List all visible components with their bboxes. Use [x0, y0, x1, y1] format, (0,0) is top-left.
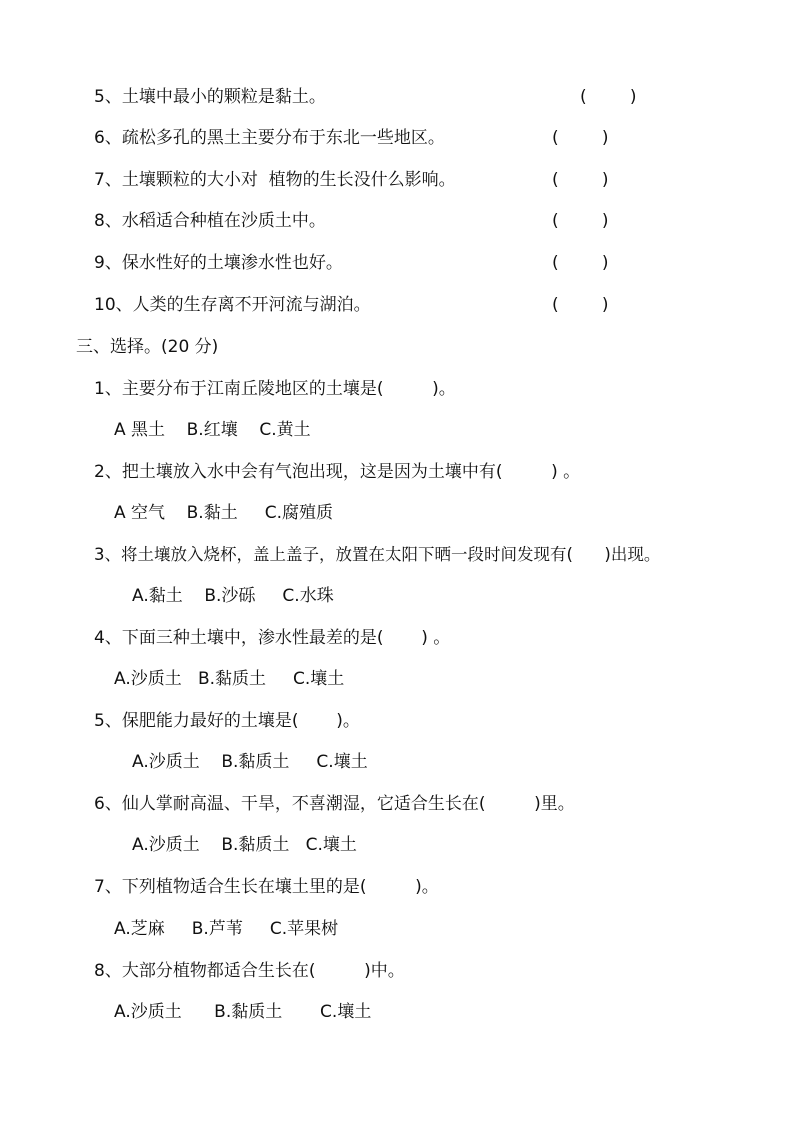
choice-question-1: 1、主要分布于江南丘陵地区的土壤是( )。: [94, 379, 456, 399]
judge-item-8: 8、水稻适合种植在沙质土中。: [94, 211, 326, 231]
judge-item-6: 6、疏松多孔的黑土主要分布于东北一些地区。: [94, 128, 445, 148]
choice-question-5: 5、保肥能力最好的土壤是( )。: [94, 711, 360, 731]
judge-item-7: 7、土壤颗粒的大小对 植物的生长没什么影响。: [94, 170, 456, 190]
judge-item-5: 5、土壤中最小的颗粒是黏土。: [94, 87, 326, 107]
choice-options-7: A.芝麻 B.芦苇 C.苹果树: [114, 919, 339, 939]
choice-options-6: A.沙质土 B.黏质土 C.壤土: [132, 835, 357, 855]
judge-item-9: 9、保水性好的土壤渗水性也好。: [94, 253, 343, 273]
choice-question-8: 8、大部分植物都适合生长在( )中。: [94, 961, 405, 981]
answer-blank-9[interactable]: ( ): [552, 253, 609, 273]
answer-blank-5[interactable]: ( ): [580, 87, 637, 107]
choice-question-6: 6、仙人掌耐高温、干旱，不喜潮湿，它适合生长在( )里。: [94, 794, 575, 814]
choice-question-7: 7、下列植物适合生长在壤土里的是( )。: [94, 877, 439, 897]
answer-blank-6[interactable]: ( ): [552, 128, 609, 148]
choice-question-4: 4、下面三种土壤中，渗水性最差的是( ) 。: [94, 628, 451, 648]
choice-options-1: A 黑土 B.红壤 C.黄土: [114, 420, 311, 440]
choice-options-2: A 空气 B.黏土 C.腐殖质: [114, 503, 334, 523]
choice-options-8: A.沙质土 B.黏质土 C.壤土: [114, 1002, 372, 1022]
section-title: 三、选择。(20 分): [76, 337, 219, 357]
choice-question-2: 2、把土壤放入水中会有气泡出现，这是因为土壤中有( ) 。: [94, 462, 581, 482]
answer-blank-10[interactable]: ( ): [552, 295, 609, 315]
choice-question-3: 3、将土壤放入烧杯，盖上盖子，放置在太阳下晒一段时间发现有( )出现。: [94, 545, 661, 564]
judge-item-10: 10、人类的生存离不开河流与湖泊。: [94, 295, 371, 315]
answer-blank-8[interactable]: ( ): [552, 211, 609, 231]
choice-options-5: A.沙质土 B.黏质土 C.壤土: [132, 752, 368, 772]
choice-options-3: A.黏土 B.沙砾 C.水珠: [132, 586, 334, 606]
choice-options-4: A.沙质土 B.黏质土 C.壤土: [114, 669, 345, 689]
answer-blank-7[interactable]: ( ): [552, 170, 609, 190]
